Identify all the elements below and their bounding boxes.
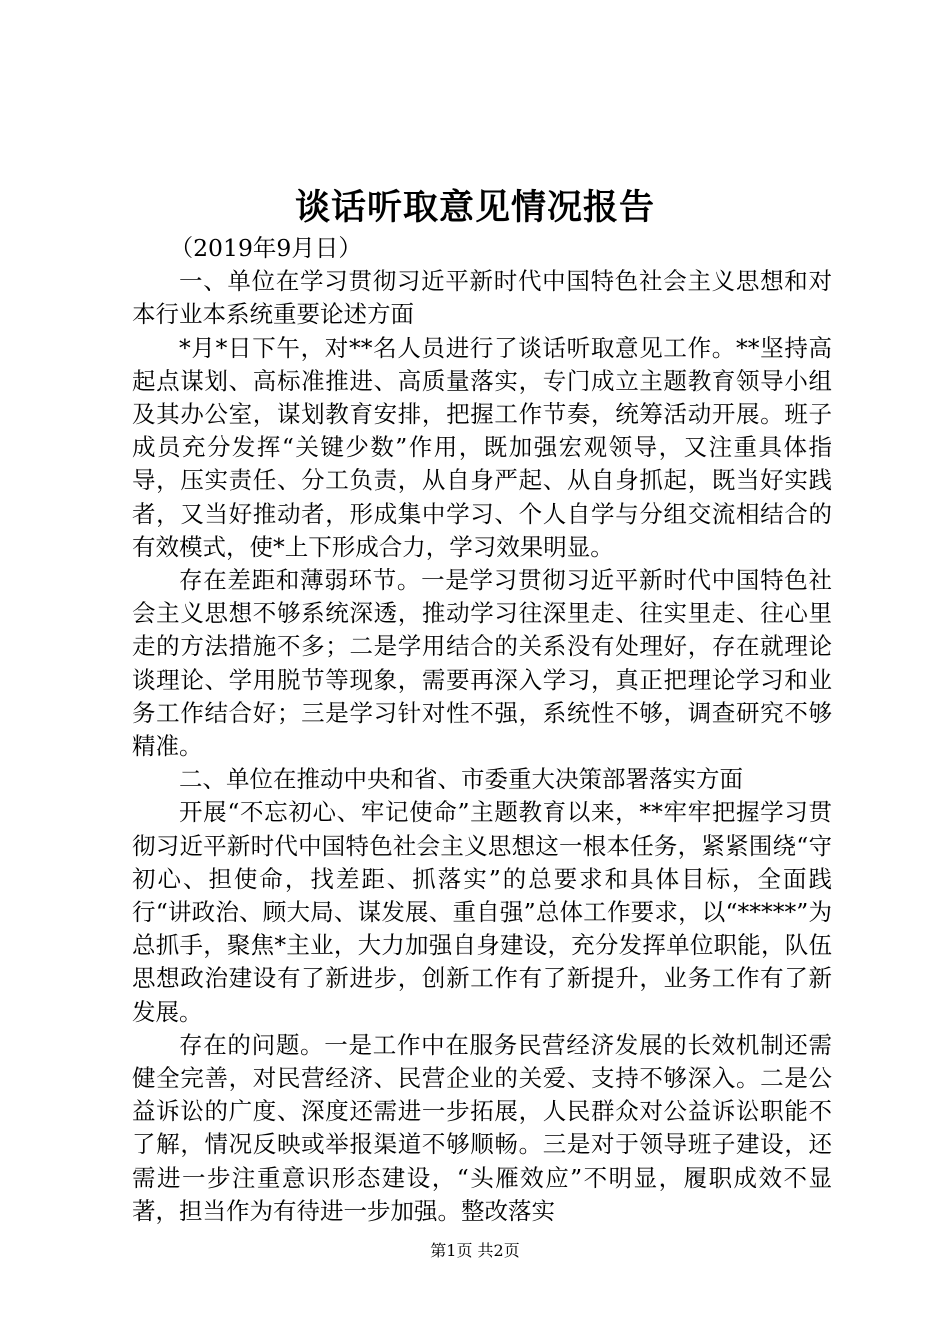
paragraph-2: 存在差距和薄弱环节。一是学习贯彻习近平新时代中国特色社会主义思想不够系统深透，推动学习往深里走、往实里走、往心里走的方法措施不多；二是学用结合的关系没有处理好，存在就理论谈理论、学用脱节等现象，需要再深入学习，真正把理论学习和业务工作结合好；三是学习针对性不强，系统性不够，调查研究不够精准。 [132,566,832,761]
document-title: 谈话听取意见情况报告 [294,187,655,228]
paragraph-3: 开展“不忘初心、牢记使命”主题教育以来，**牢牢把握学习贯彻习近平新时代中国特色社会主义思想这一根本任务，紧紧围绕“守初心、担使命，找差距、抓落实”的总要求和具体目标，全面践行“讲政治、顾大局、谋发展、重自强”总体工作要求，以“*****”为总抓手，聚焦*主业，大力加强自身建设，充分发挥单位职能，队伍思想政治建设有了新进步，创新工作有了新提升，业务工作有了新发展。 [132,798,832,1026]
paragraph-1: *月*日下午，对**名人员进行了谈话听取意见工作。**坚持高起点谋划、高标准推进、高质量落实，专门成立主题教育领导小组及其办公室，谋划教育安排，把握工作节奏，统筹活动开展。班子成员充分发挥“关键少数”作用，既加强宏观领导，又注重具体指导，压实责任、分工负责，从自身严起、从自身抓起，既当好实践者，又当好推动者，形成集中学习、个人自学与分组交流相结合的有效模式，使*上下形成合力，学习效果明显。 [132,333,832,561]
page-footer: 第1页 共2页 [430,1241,520,1260]
section-heading-1: 一、单位在学习贯彻习近平新时代中国特色社会主义思想和对本行业本系统重要论述方面 [132,267,832,329]
section-heading-2: 二、单位在推动中央和省、市委重大决策部署落实方面 [179,765,743,794]
document-body [132,232,832,1228]
date-line: （2019年9月日） [169,234,362,262]
paragraph-4: 存在的问题。一是工作中在服务民营经济发展的长效机制还需健全完善，对民营经济、民营企业的关爱、支持不够深入。二是公益诉讼的广度、深度还需进一步拓展，人民群众对公益诉讼职能不了解，情况反映或举报渠道不够顺畅。三是对于领导班子建设，还需进一步注重意识形态建设，“头雁效应”不明显，履职成效不显著，担当作为有待进一步加强。整改落实 [132,1030,832,1225]
